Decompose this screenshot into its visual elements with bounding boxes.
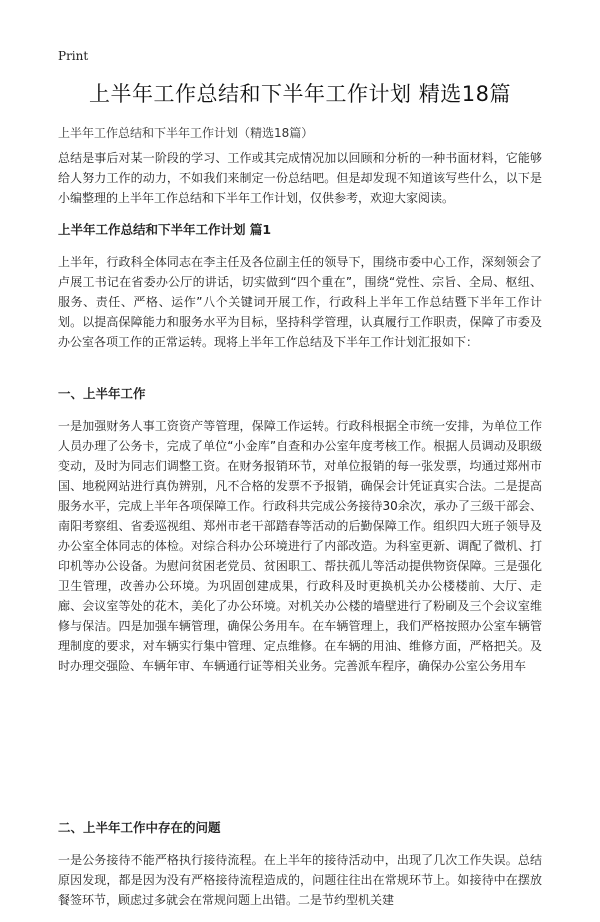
section-paragraph-problems: 一是公务接待不能严格执行接待流程。在上半年的接待活动中，出现了几次工作失误。总结原因发现，都是因为没有严格接待流程造成的，问题往往出在常规环节上。如接待中在摆放餐签环节，顾虑过多就会在常规问题上出错。二是节约型机关建 [58,853,542,907]
intro-paragraph: 总结是事后对某一阶段的学习、工作或其完成情况加以回顾和分析的一种书面材料，它能够给人努力工作的动力，不如我们来制定一份总结吧。但是却发现不知道该写些什么，以下是小编整理的上半年工作总结和下半年工作计划，仅供参考，欢迎大家阅读。 [58,151,542,205]
document-body [58,148,542,922]
lead-paragraph: 上半年，行政科全体同志在李主任及各位副主任的领导下，围绕市委中心工作，深刻领会了卢展工书记在省委办公厅的讲话，切实做到“四个重在”，围绕“党性、宗旨、全局、枢纽、服务、责任、严格、运作”八个关键词开展工作，行政科上半年工作总结暨下半年工作计划。以提高保障能力和服务水平为目标，坚持科学管理，认真履行工作职责，保障了市委及办公室各项工作的正常运转。现将上半年工作总结及下半年工作计划汇报如下： [58,255,542,349]
article-heading: 上半年工作总结和下半年工作计划 篇1 [58,222,272,237]
section-paragraph-first-half-work: 一是加强财务人事工资资产等管理，保障工作运转。行政科根据全市统一安排，为单位工作人员办理了公务卡，完成了单位“小金库”自查和办公室年度考核工作。根据人员调动及职级变动，及时为同志们调整工资。在财务报销环节，对单位报销的每一张发票，均通过郑州市国、地税网站进行真伪辨别，凡不合格的发票不予报销，确保会计凭证真实合法。二是提高服务水平，完成上半年各项保障工作。行政科共完成公务接待30余次，承办了三级干部会、南阳考察组、省委巡视组、郑州市老干部踏春等活动的后勤保障工作。组织四大班子领导及办公室全体同志的体检。对综合科办公环境进行了内部改造。为科室更新、调配了微机、打印机等办公设备。为慰问贫困老党员、贫困职工、帮扶孤儿等活动提供物资保障。三是强化卫生管理，改善办公环境。为巩固创建成果，行政科及时更换机关办公楼楼前、大厅、走廊、会议室等处的花木，美化了办公环境。对机关办公楼的墙壁进行了粉刷及三个会议室维修与保洁。四是加强车辆管理，确保公务用车。在车辆管理上，我们严格按照办公室车辆管理制度的要求，对车辆实行集中管理、定点维修。在车辆的用油、维修方面，严格把关。及时办理交强险、车辆年审、车辆通行证等相关业务。完善派车程序，确保办公室公务用车 [58,419,542,673]
section-heading-problems: 二、上半年工作中存在的问题 [58,820,221,835]
section-heading-first-half-work: 一、上半年工作 [58,386,146,401]
document-title: 上半年工作总结和下半年工作计划 精选18篇 [89,82,511,106]
document-subtitle: 上半年工作总结和下半年工作计划（精选18篇） [58,126,314,140]
print-link[interactable]: Print [58,49,89,63]
